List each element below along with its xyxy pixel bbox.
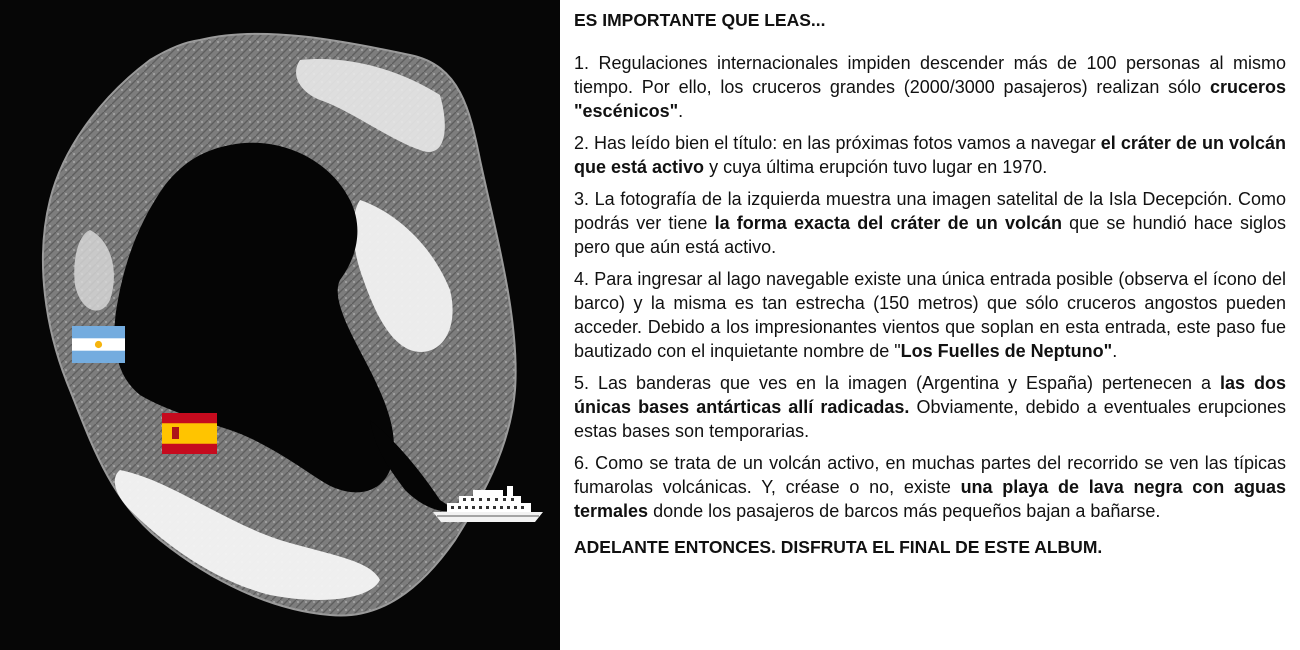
paragraph-text: 6. Como se trata de un volcán activo, en muchas partes del recorrido se ven las típicas fumarolas volcánicas. Y, créase o no, existe <box>574 453 1286 497</box>
paragraph-text: 1. Regulaciones internacionales impiden descender más de 100 personas al mismo tiempo. Por ello, los cruceros grandes (2000/3000 pasajeros) realizan sólo <box>574 53 1286 97</box>
paragraph-bold: cruceros "escénicos" <box>574 77 1286 121</box>
paragraph-text: 5. Las banderas que ves en la imagen (Argentina y España) pertenecen a <box>574 373 1220 393</box>
closing-heading: ADELANTE ENTONCES. DISFRUTA EL FINAL DE ESTE ALBUM. <box>574 537 1103 557</box>
paragraph-bold: la forma exacta del cráter de un volcán <box>714 213 1062 233</box>
paragraph-5 <box>574 371 1286 443</box>
island-map <box>0 0 560 650</box>
paragraph-4 <box>574 267 1286 363</box>
paragraph-text: Obviamente, debido a eventuales erupciones estas bases son temporarias. <box>574 397 1286 441</box>
info-text-panel <box>574 10 1286 558</box>
paragraph-bold: una playa de lava negra con aguas termales <box>574 477 1286 521</box>
paragraph-bold: Los Fuelles de Neptuno" <box>900 341 1113 361</box>
spain-flag <box>162 413 217 454</box>
paragraph-1 <box>574 51 1286 123</box>
page-heading: ES IMPORTANTE QUE LEAS... <box>574 10 826 30</box>
paragraph-text: donde los pasajeros de barcos más pequeños bajan a bañarse. <box>648 501 1161 521</box>
paragraph-bold: el cráter de un volcán que está activo <box>574 133 1287 177</box>
paragraph-6 <box>574 451 1286 523</box>
paragraph-text: 2. Has leído bien el título: en las próximas fotos vamos a navegar <box>574 133 1101 153</box>
paragraph-bold: las dos únicas bases antárticas allí radicadas. <box>574 373 1286 417</box>
paragraph-text: y cuya última erupción tuvo lugar en 1970. <box>704 157 1048 177</box>
paragraph-text: 3. La fotografía de la izquierda muestra una imagen satelital de la Isla Decepción. Como podrás ver tiene <box>574 189 1286 233</box>
argentina-flag <box>72 326 125 363</box>
paragraph-2 <box>574 131 1286 179</box>
paragraph-3 <box>574 187 1286 259</box>
paragraph-text: que se hundió hace siglos pero que aún está activo. <box>574 213 1287 257</box>
satellite-image-deception-island <box>0 0 560 650</box>
paragraph-text: . <box>1112 341 1118 361</box>
paragraph-text: 4. Para ingresar al lago navegable existe una única entrada posible (observa el ícono del barco) y la misma es tan estrecha (150 metros) que sólo cruceros angostos pueden acceder. Debido a los impresionantes vientos que soplan en esta entrada, este paso fue bautizado con el inquietante nombre de " <box>574 269 1286 361</box>
paragraph-text: . <box>678 101 684 121</box>
